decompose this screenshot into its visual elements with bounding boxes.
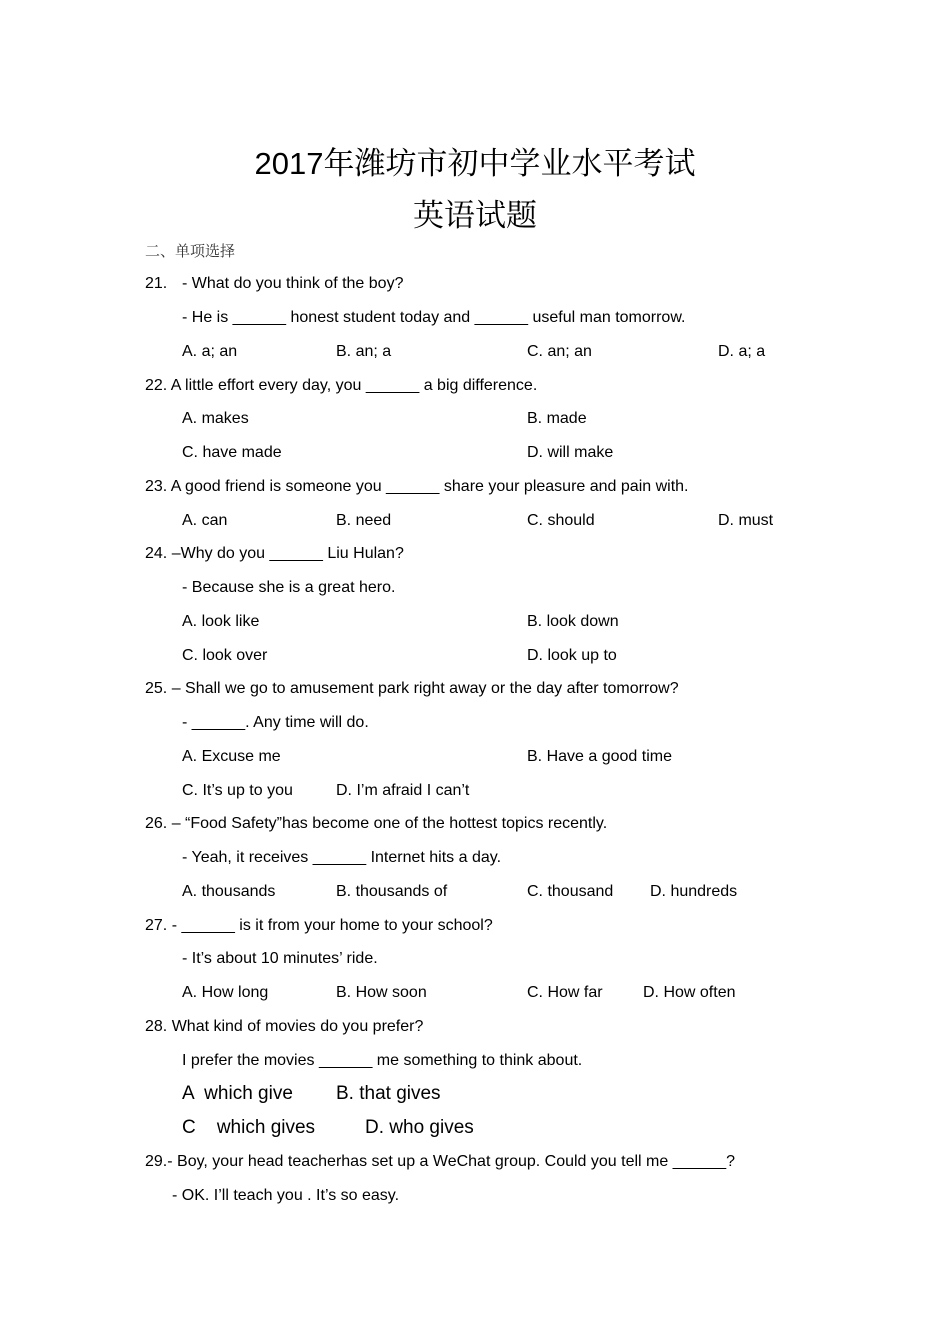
q23-stem: 23. A good friend is someone you ______ share your pleasure and pain with.	[145, 478, 689, 495]
q23-option-c: C. should	[527, 512, 595, 529]
q28-option-c: C which gives	[182, 1117, 316, 1138]
q28-option-a: A which give	[182, 1083, 293, 1104]
q21-line2: - He is ______ honest student today and ______ useful man tomorrow.	[182, 309, 686, 326]
q26-option-d: D. hundreds	[650, 883, 738, 900]
q27-option-b: B. How soon	[336, 984, 427, 1001]
q25-option-a: A. Excuse me	[182, 748, 281, 765]
section-heading: 二、单项选择	[145, 242, 236, 260]
q26-option-b: B. thousands of	[336, 883, 448, 900]
q25-option-d: D. I’m afraid I can’t	[336, 782, 470, 799]
q23-option-d: D. must	[718, 512, 774, 529]
q23-option-b: B. need	[336, 512, 392, 529]
q21-number: 21.	[145, 275, 168, 292]
q26-option-a: A. thousands	[182, 883, 276, 900]
q22-option-d: D. will make	[527, 444, 614, 461]
q25-option-b: B. Have a good time	[527, 748, 672, 765]
q21-option-c: C. an; an	[527, 343, 592, 360]
exam-subtitle: 英语试题	[413, 198, 537, 234]
q24-option-c: C. look over	[182, 647, 268, 664]
q26-option-c: C. thousand	[527, 883, 614, 900]
q21-option-b: B. an; a	[336, 343, 392, 360]
q24-option-d: D. look up to	[527, 647, 617, 664]
q24-line2: - Because she is a great hero.	[182, 579, 396, 596]
q22-stem: 22. A little effort every day, you ______ a big difference.	[145, 377, 538, 394]
q22-option-b: B. made	[527, 410, 587, 427]
q29-line2: - OK. I’ll teach you . It’s so easy.	[172, 1187, 400, 1204]
q28-option-b: B. that gives	[336, 1083, 441, 1104]
q25-option-c: C. It’s up to you	[182, 782, 293, 799]
q24-option-b: B. look down	[527, 613, 619, 630]
q27-option-a: A. How long	[182, 984, 269, 1001]
title-year: 2017	[254, 146, 324, 181]
exam-title	[0, 146, 950, 182]
q25-stem: 25. – Shall we go to amusement park right away or the day after tomorrow?	[145, 680, 679, 697]
q28-line2: I prefer the movies ______ me something to think about.	[182, 1052, 583, 1069]
q24-stem: 24. –Why do you ______ Liu Hulan?	[145, 545, 404, 562]
q27-option-d: D. How often	[643, 984, 736, 1001]
q22-option-a: A. makes	[182, 410, 249, 427]
q23-option-a: A. can	[182, 512, 228, 529]
q25-line2: - ______. Any time will do.	[182, 714, 369, 731]
q24-option-a: A. look like	[182, 613, 260, 630]
q21-option-a: A. a; an	[182, 343, 238, 360]
q28-stem: 28. What kind of movies do you prefer?	[145, 1018, 424, 1035]
q26-line2: - Yeah, it receives ______ Internet hits a day.	[182, 849, 502, 866]
q27-option-c: C. How far	[527, 984, 603, 1001]
q29-stem: 29.- Boy, your head teacherhas set up a WeChat group. Could you tell me ______?	[145, 1153, 735, 1170]
q22-option-c: C. have made	[182, 444, 282, 461]
q26-stem: 26. – “Food Safety”has become one of the hottest topics recently.	[145, 815, 608, 832]
q28-option-d: D. who gives	[365, 1117, 474, 1138]
q27-stem: 27. - ______ is it from your home to your school?	[145, 917, 493, 934]
q21-option-d: D. a; a	[718, 343, 766, 360]
q27-line2: - It’s about 10 minutes’ ride.	[182, 950, 378, 967]
title-line1: 年潍坊市初中学业水平考试	[323, 146, 696, 182]
q21-line1: - What do you think of the boy?	[182, 275, 404, 292]
